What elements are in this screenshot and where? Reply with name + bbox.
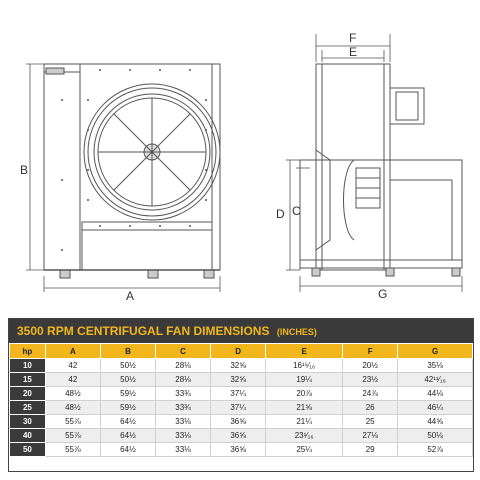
table-cell: 46¼ — [398, 401, 473, 415]
table-cell: 20½ — [343, 359, 398, 373]
table-cell: 33⅛ — [156, 429, 211, 443]
table-cell: 25 — [343, 415, 398, 429]
dim-label-b: B — [20, 163, 29, 177]
table-cell: 30 — [10, 415, 46, 429]
table-cell: 33¾ — [156, 401, 211, 415]
table-cell: 23½ — [343, 373, 398, 387]
table-row — [10, 359, 473, 373]
header-f: F — [343, 344, 398, 359]
dim-label-f: F — [349, 31, 357, 45]
table-cell: 59½ — [100, 387, 155, 401]
table-cell: 26 — [343, 401, 398, 415]
table-cell: 33⅛ — [156, 443, 211, 457]
table-cell: 42 — [45, 373, 100, 387]
table-cell: 28⅛ — [156, 359, 211, 373]
table-title-bar — [9, 319, 473, 343]
table-cell: 35⅛ — [398, 359, 473, 373]
table-cell: 28⅛ — [156, 373, 211, 387]
table-cell: 50½ — [100, 373, 155, 387]
table-cell: 19¼ — [266, 373, 343, 387]
table-cell: 55⅞ — [45, 443, 100, 457]
dim-label-e: E — [349, 45, 358, 59]
dim-label-g: G — [378, 287, 388, 301]
table-cell: 27⅛ — [343, 429, 398, 443]
table-header-row — [10, 344, 473, 359]
table-cell: 20⅞ — [266, 387, 343, 401]
table-row — [10, 387, 473, 401]
dim-label-c: C — [292, 204, 301, 218]
table-units: (INCHES) — [276, 327, 317, 337]
table-title: 3500 RPM CENTRIFUGAL FAN DIMENSIONS — [17, 324, 270, 338]
table-cell: 25¼ — [266, 443, 343, 457]
header-b: B — [100, 344, 155, 359]
table-cell: 64½ — [100, 443, 155, 457]
table-cell: 29 — [343, 443, 398, 457]
table-cell: 25 — [10, 401, 46, 415]
table-cell: 21⅝ — [266, 401, 343, 415]
table-cell: 50⅛ — [398, 429, 473, 443]
table-cell: 16¹⁵⁄₁₆ — [266, 359, 343, 373]
table-cell: 64½ — [100, 429, 155, 443]
table-cell: 21¼ — [266, 415, 343, 429]
header-e: E — [266, 344, 343, 359]
dimensions-table-panel — [8, 318, 474, 472]
header-hp: hp — [10, 344, 46, 359]
table-cell: 36⅝ — [211, 443, 266, 457]
table-row — [10, 401, 473, 415]
header-g: G — [398, 344, 473, 359]
table-cell: 32⅝ — [211, 373, 266, 387]
table-cell: 10 — [10, 359, 46, 373]
table-cell: 64½ — [100, 415, 155, 429]
table-cell: 44⅛ — [398, 387, 473, 401]
header-a: A — [45, 344, 100, 359]
table-cell: 37¼ — [211, 401, 266, 415]
table-cell: 55⅞ — [45, 429, 100, 443]
header-d: D — [211, 344, 266, 359]
table-cell: 48½ — [45, 401, 100, 415]
table-cell: 40 — [10, 429, 46, 443]
header-c: C — [156, 344, 211, 359]
table-cell: 32⅝ — [211, 359, 266, 373]
table-cell: 42 — [45, 359, 100, 373]
dimensions-table — [9, 343, 473, 457]
table-cell: 50½ — [100, 359, 155, 373]
table-cell: 24⅞ — [343, 387, 398, 401]
dim-label-d: D — [276, 207, 285, 221]
dim-label-a: A — [126, 289, 135, 303]
table-cell: 48½ — [45, 387, 100, 401]
front-housing — [44, 64, 220, 270]
table-cell: 33⅛ — [156, 415, 211, 429]
table-cell: 33¾ — [156, 387, 211, 401]
table-cell: 15 — [10, 373, 46, 387]
table-row — [10, 373, 473, 387]
table-cell: 52⅞ — [398, 443, 473, 457]
table-row — [10, 415, 473, 429]
table-cell: 59½ — [100, 401, 155, 415]
table-row — [10, 443, 473, 457]
table-cell: 37¼ — [211, 387, 266, 401]
motor-box — [390, 88, 424, 124]
table-cell: 20 — [10, 387, 46, 401]
table-cell: 36⅝ — [211, 429, 266, 443]
table-cell: 55⅞ — [45, 415, 100, 429]
table-cell: 36⅝ — [211, 415, 266, 429]
table-cell: 42¹¹⁄₁₆ — [398, 373, 473, 387]
table-cell: 50 — [10, 443, 46, 457]
table-row — [10, 429, 473, 443]
table-cell: 44⅝ — [398, 415, 473, 429]
table-cell: 23¹⁄₁₆ — [266, 429, 343, 443]
